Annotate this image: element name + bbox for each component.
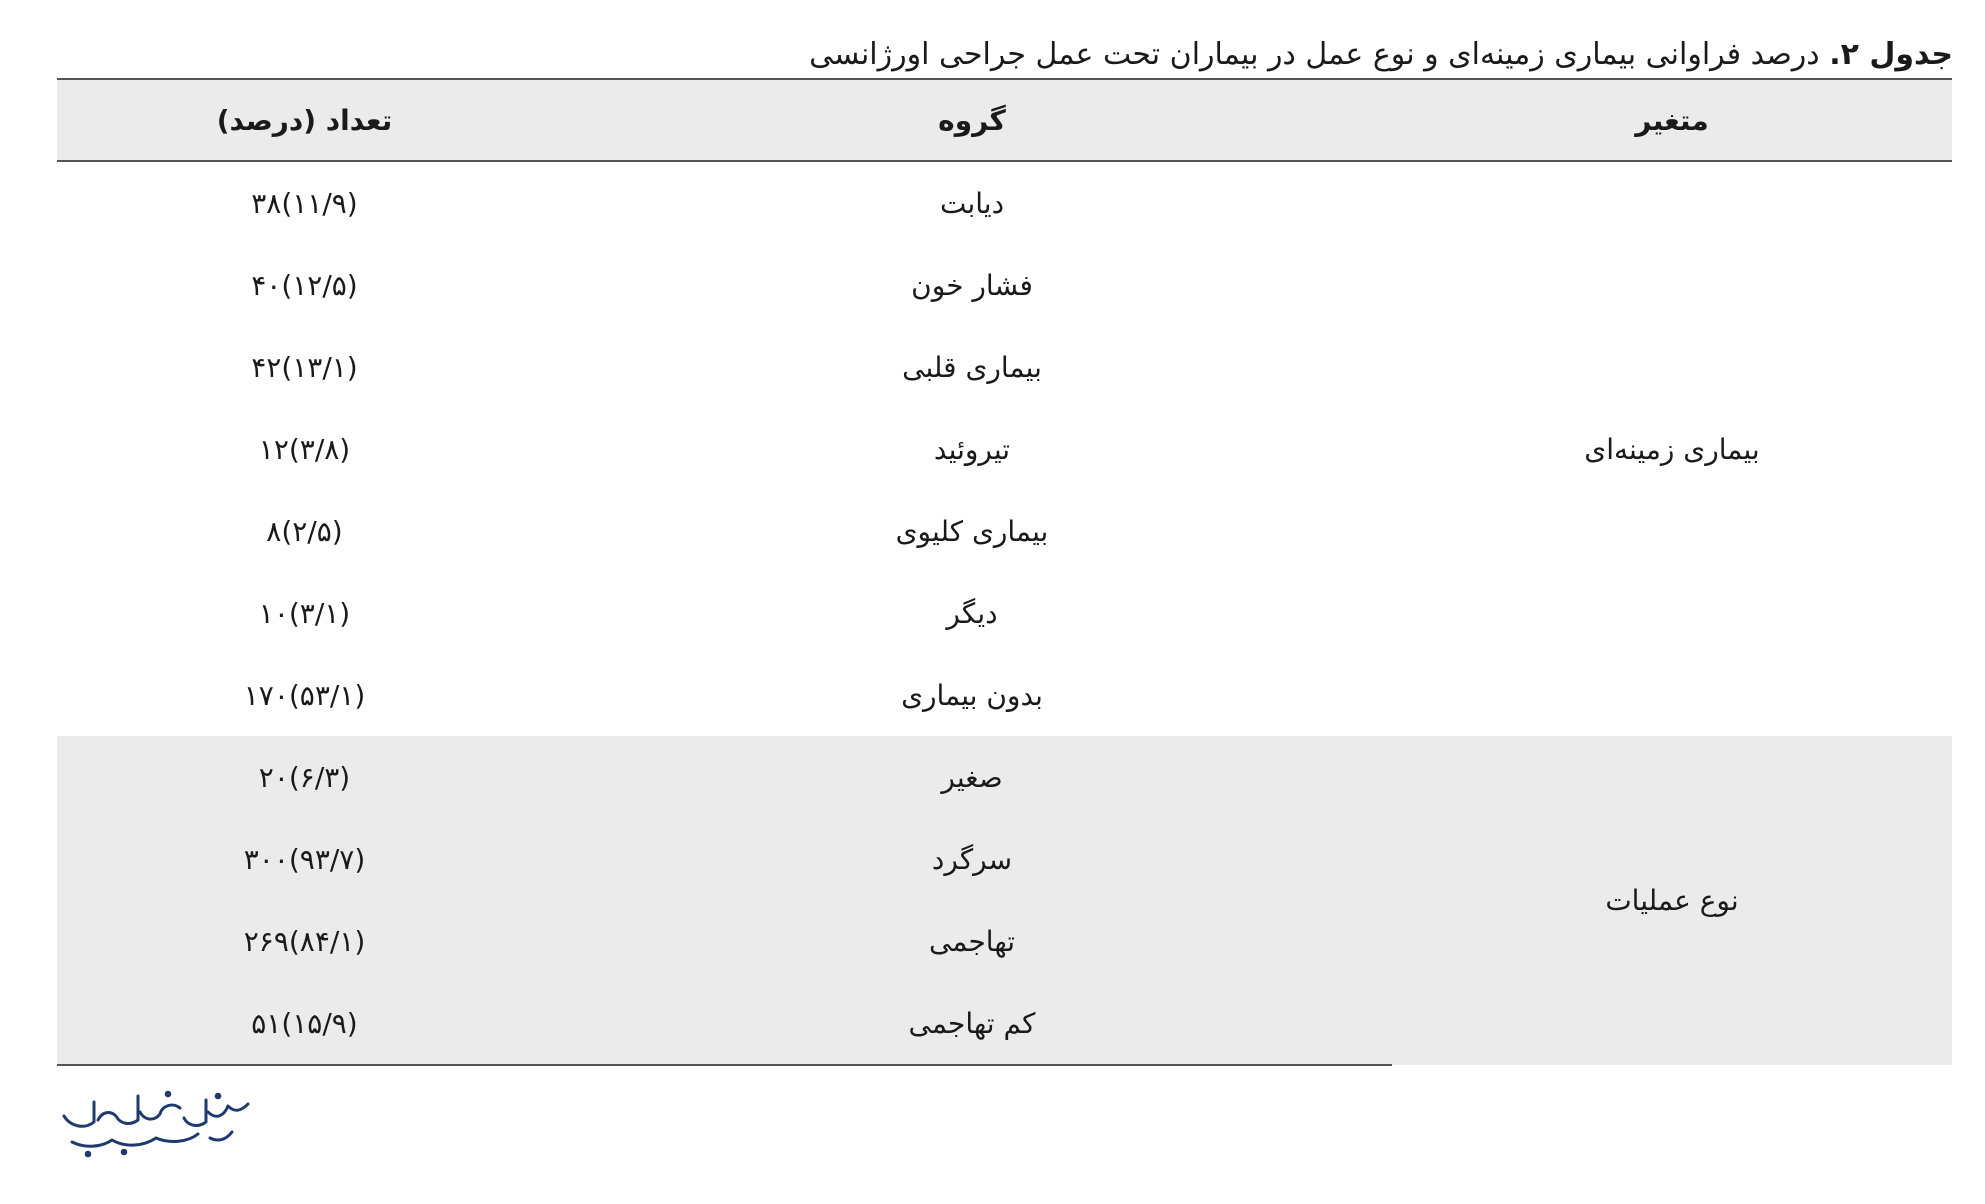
group-cell: صغیر bbox=[552, 736, 1392, 818]
group-cell: فشار خون bbox=[911, 268, 1033, 302]
caption-label: جدول ۲. bbox=[1829, 37, 1953, 72]
table-row bbox=[57, 161, 1952, 244]
group-cell: کم تهاجمی bbox=[552, 982, 1392, 1065]
count-cell: ۲۰(۶/۳) bbox=[57, 736, 552, 818]
count-cell: ۱۲(۳/۸) bbox=[258, 432, 351, 466]
group-cell: بدون بیماری bbox=[901, 678, 1043, 712]
section-operation-type bbox=[57, 736, 1952, 1065]
table-caption bbox=[53, 30, 1953, 80]
caption-text: درصد فراوانی بیماری زمینه‌ای و نوع عمل در بیماران تحت عمل جراحی اورژانسی bbox=[809, 37, 1820, 72]
count-cell: ۳۰۰(۹۳/۷) bbox=[57, 818, 552, 900]
count-cell: ۴۲(۱۳/۱) bbox=[251, 350, 358, 384]
group-cell: بیماری کلیوی bbox=[895, 514, 1049, 548]
group-cell: سرگرد bbox=[552, 818, 1392, 900]
table-header bbox=[57, 79, 1952, 161]
variable-cell: بیماری زمینه‌ای bbox=[1584, 432, 1760, 466]
data-table-container bbox=[57, 78, 1952, 1066]
count-cell: ۲۶۹(۸۴/۱) bbox=[57, 900, 552, 982]
group-cell: تهاجمی bbox=[552, 900, 1392, 982]
header-row bbox=[57, 79, 1952, 161]
count-cell: ۱۷۰(۵۳/۱) bbox=[243, 678, 366, 712]
count-cell: ۱۰(۳/۱) bbox=[258, 596, 351, 630]
header-variable: متغیر bbox=[1635, 103, 1709, 137]
table-row bbox=[57, 736, 1952, 818]
count-cell: ۵۱(۱۵/۹) bbox=[57, 982, 552, 1065]
count-cell: ۴۰(۱۲/۵) bbox=[251, 268, 358, 302]
header-count: تعداد (درصد) bbox=[216, 103, 393, 137]
count-cell: ۳۸(۱۱/۹) bbox=[251, 186, 358, 220]
section-underlying-disease bbox=[57, 161, 1952, 736]
header-group: گروه bbox=[938, 103, 1006, 137]
group-cell: دیگر bbox=[946, 596, 998, 630]
journal-logo bbox=[48, 1082, 258, 1162]
variable-cell: نوع عملیات bbox=[1392, 736, 1952, 1065]
group-cell: بیماری قلبی bbox=[902, 350, 1042, 384]
group-cell: تیروئید bbox=[933, 432, 1011, 466]
data-table bbox=[57, 78, 1952, 1066]
journal-calligraphy-logo-icon bbox=[48, 1082, 258, 1162]
group-cell: دیابت bbox=[939, 186, 1005, 220]
count-cell: ۸(۲/۵) bbox=[266, 514, 343, 548]
